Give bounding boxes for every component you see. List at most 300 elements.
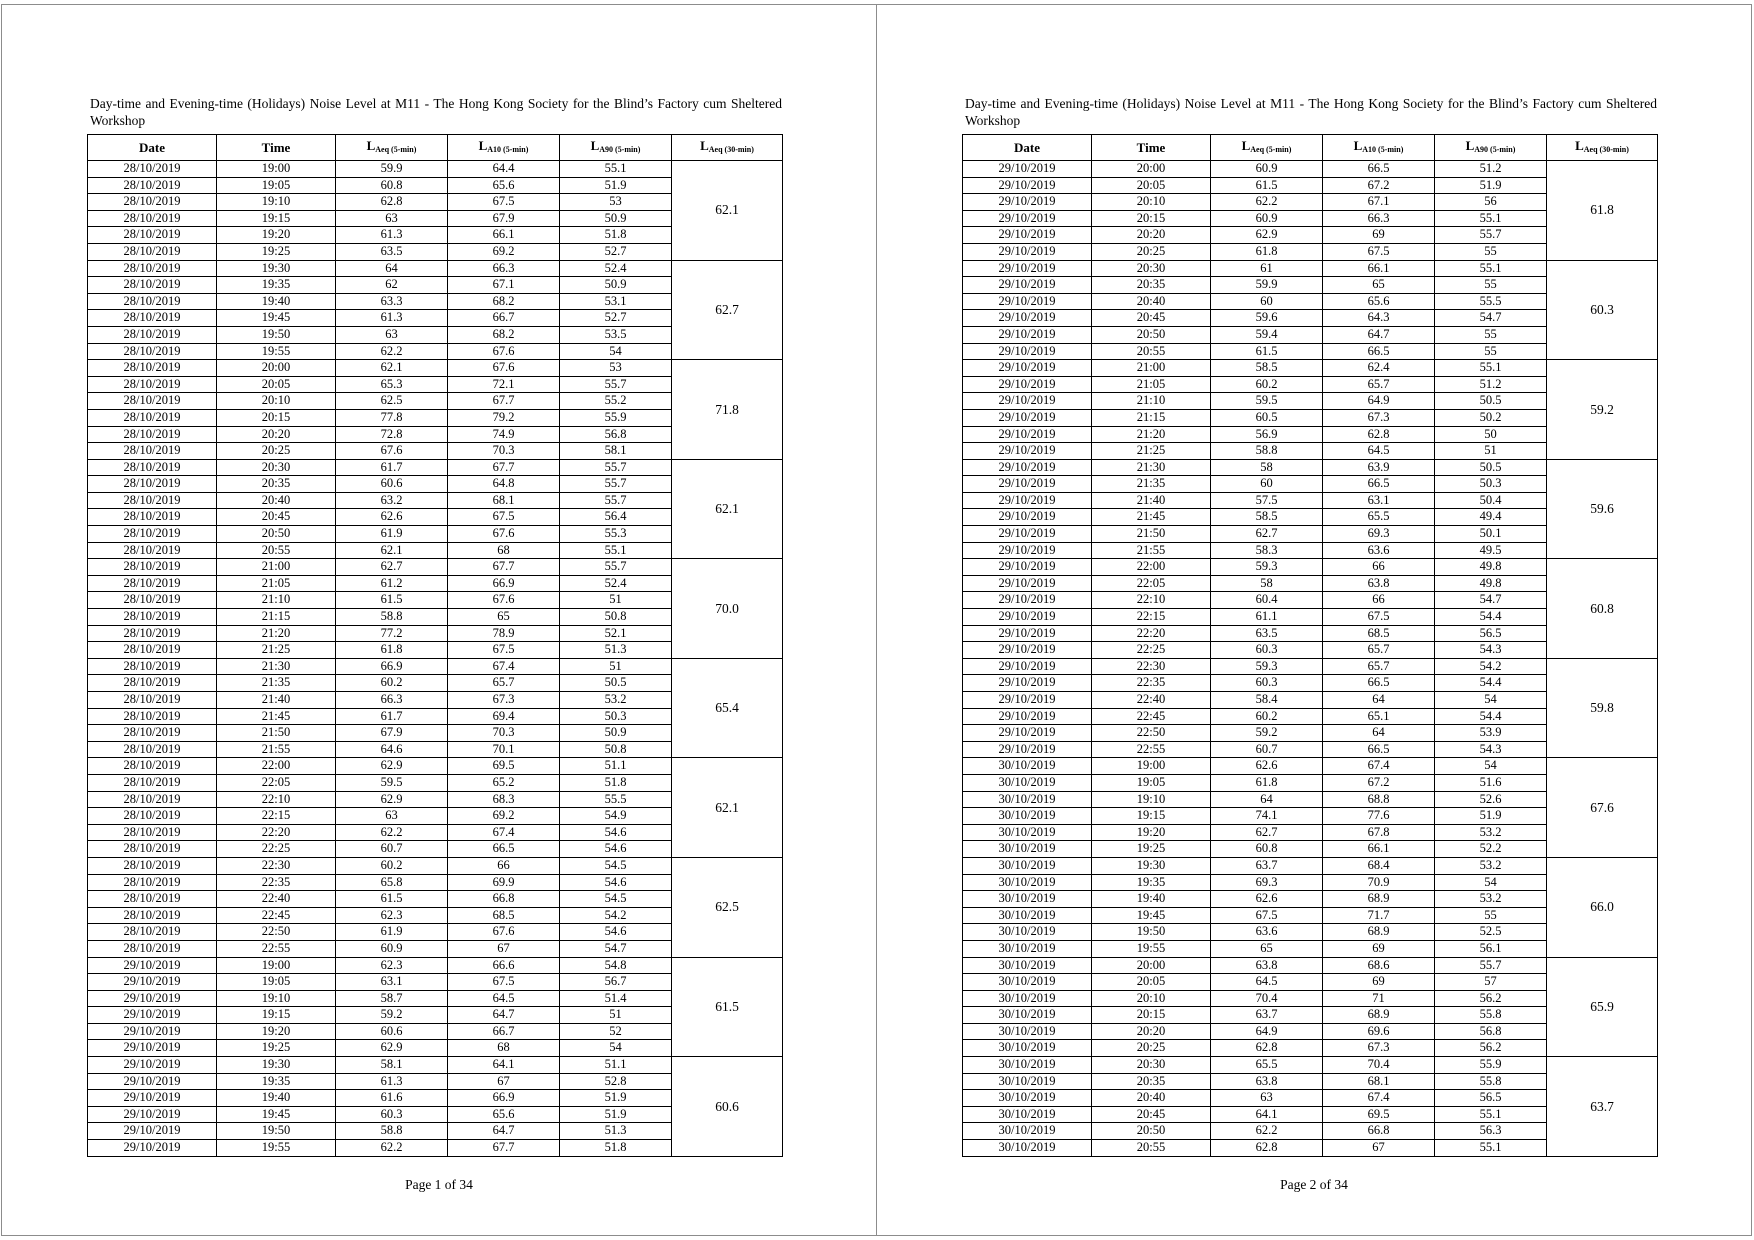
cell-time: 20:25 (1092, 1040, 1211, 1057)
cell-laeq-30min: 60.3 (1547, 260, 1658, 360)
cell-laeq-5min: 61.8 (1211, 243, 1323, 260)
cell-la10-5min: 69.4 (448, 708, 560, 725)
cell-date: 28/10/2019 (88, 426, 217, 443)
cell-la90-5min: 50.5 (1435, 459, 1547, 476)
cell-la90-5min: 55.9 (1435, 1057, 1547, 1074)
cell-time: 20:00 (217, 360, 336, 377)
cell-time: 22:15 (217, 808, 336, 825)
cell-time: 20:30 (1092, 260, 1211, 277)
cell-la90-5min: 50.9 (560, 210, 672, 227)
cell-la10-5min: 67.8 (1323, 824, 1435, 841)
cell-laeq-5min: 61.1 (1211, 609, 1323, 626)
cell-time: 19:45 (217, 1106, 336, 1123)
cell-laeq-5min: 59.9 (336, 161, 448, 178)
cell-laeq-5min: 62.1 (336, 360, 448, 377)
page-number: Page 1 of 34 (405, 1177, 473, 1192)
cell-la10-5min: 67.2 (1323, 177, 1435, 194)
cell-la10-5min: 67.1 (448, 277, 560, 294)
cell-date: 28/10/2019 (88, 658, 217, 675)
cell-la90-5min: 51.3 (560, 642, 672, 659)
cell-date: 29/10/2019 (963, 741, 1092, 758)
cell-date: 28/10/2019 (88, 492, 217, 509)
cell-la90-5min: 51.9 (1435, 177, 1547, 194)
cell-laeq-5min: 60.3 (1211, 675, 1323, 692)
cell-date: 28/10/2019 (88, 210, 217, 227)
cell-la10-5min: 62.8 (1323, 426, 1435, 443)
cell-la90-5min: 55 (1435, 277, 1547, 294)
cell-date: 29/10/2019 (88, 1007, 217, 1024)
cell-time: 20:50 (1092, 326, 1211, 343)
cell-la10-5min: 69.5 (448, 758, 560, 775)
cell-date: 28/10/2019 (88, 476, 217, 493)
cell-laeq-5min: 66.3 (336, 692, 448, 709)
cell-la10-5min: 72.1 (448, 376, 560, 393)
cell-la90-5min: 51.9 (560, 177, 672, 194)
cell-la90-5min: 55.7 (1435, 957, 1547, 974)
cell-time: 21:00 (217, 559, 336, 576)
cell-la10-5min: 68.5 (1323, 625, 1435, 642)
cell-date: 29/10/2019 (963, 526, 1092, 543)
table-row (963, 857, 1658, 874)
cell-time: 20:05 (1092, 974, 1211, 991)
cell-laeq-5min: 61.6 (336, 1090, 448, 1107)
cell-date: 28/10/2019 (88, 194, 217, 211)
cell-laeq-5min: 58 (1211, 459, 1323, 476)
page-title: Day-time and Evening-time (Holidays) Noise Level at M11 - The Hong Kong Society for the Blind’s Factory cum Sheltered Workshop (965, 96, 1657, 128)
cell-time: 22:50 (217, 924, 336, 941)
cell-date: 28/10/2019 (88, 874, 217, 891)
cell-date: 29/10/2019 (963, 376, 1092, 393)
cell-time: 19:45 (217, 310, 336, 327)
cell-la10-5min: 65.7 (448, 675, 560, 692)
cell-la10-5min: 67 (448, 940, 560, 957)
cell-la10-5min: 66.7 (448, 310, 560, 327)
cell-la90-5min: 54 (560, 343, 672, 360)
cell-time: 22:25 (217, 841, 336, 858)
header-la90-5min: $L_{A90 (5-min)}$ (560, 135, 672, 161)
cell-date: 28/10/2019 (88, 857, 217, 874)
cell-date: 29/10/2019 (963, 227, 1092, 244)
cell-time: 20:40 (1092, 1090, 1211, 1107)
cell-time: 19:35 (217, 277, 336, 294)
cell-la90-5min: 52.6 (1435, 791, 1547, 808)
cell-date: 30/10/2019 (963, 974, 1092, 991)
cell-la90-5min: 52.5 (1435, 924, 1547, 941)
cell-laeq-5min: 63.6 (1211, 924, 1323, 941)
cell-la90-5min: 56.7 (560, 974, 672, 991)
cell-la10-5min: 67.7 (448, 459, 560, 476)
table-row (963, 260, 1658, 277)
cell-time: 20:45 (217, 509, 336, 526)
cell-laeq-5min: 61 (1211, 260, 1323, 277)
cell-date: 29/10/2019 (88, 1023, 217, 1040)
cell-date: 28/10/2019 (88, 526, 217, 543)
cell-time: 19:25 (217, 243, 336, 260)
cell-laeq-5min: 67.6 (336, 443, 448, 460)
cell-time: 19:25 (217, 1040, 336, 1057)
cell-la10-5min: 65.6 (448, 1106, 560, 1123)
cell-la10-5min: 66.5 (1323, 161, 1435, 178)
cell-laeq-5min: 64.1 (1211, 1106, 1323, 1123)
header-time: Time (1092, 135, 1211, 161)
cell-date: 30/10/2019 (963, 957, 1092, 974)
cell-la10-5min: 74.9 (448, 426, 560, 443)
cell-la90-5min: 54.8 (560, 957, 672, 974)
cell-la10-5min: 67.7 (448, 1140, 560, 1157)
cell-laeq-5min: 58.8 (336, 609, 448, 626)
cell-date: 29/10/2019 (963, 575, 1092, 592)
cell-time: 22:40 (217, 891, 336, 908)
cell-la10-5min: 64.8 (448, 476, 560, 493)
cell-time: 22:25 (1092, 642, 1211, 659)
cell-laeq-5min: 62.2 (336, 343, 448, 360)
cell-la90-5min: 54.2 (560, 907, 672, 924)
cell-time: 19:35 (1092, 874, 1211, 891)
cell-date: 28/10/2019 (88, 642, 217, 659)
cell-la10-5min: 67.6 (448, 592, 560, 609)
cell-time: 21:10 (217, 592, 336, 609)
cell-la10-5min: 69.6 (1323, 1023, 1435, 1040)
cell-la90-5min: 49.5 (1435, 542, 1547, 559)
cell-date: 29/10/2019 (963, 177, 1092, 194)
cell-la90-5min: 53.2 (1435, 824, 1547, 841)
cell-la10-5min: 78.9 (448, 625, 560, 642)
table-body (88, 161, 783, 1157)
cell-laeq-5min: 58.3 (1211, 542, 1323, 559)
cell-la10-5min: 69.9 (448, 874, 560, 891)
cell-laeq-5min: 60.8 (336, 177, 448, 194)
cell-date: 29/10/2019 (963, 592, 1092, 609)
cell-la10-5min: 65 (448, 609, 560, 626)
cell-la90-5min: 53.2 (1435, 857, 1547, 874)
cell-time: 22:10 (217, 791, 336, 808)
table-row (88, 957, 783, 974)
cell-date: 29/10/2019 (963, 260, 1092, 277)
cell-time: 20:30 (1092, 1057, 1211, 1074)
cell-la90-5min: 49.8 (1435, 575, 1547, 592)
cell-la10-5min: 70.1 (448, 741, 560, 758)
page-title: Day-time and Evening-time (Holidays) Noise Level at M11 - The Hong Kong Society for the Blind’s Factory cum Sheltered Workshop (90, 96, 782, 128)
cell-la90-5min: 51.9 (1435, 808, 1547, 825)
table-row (88, 658, 783, 675)
cell-laeq-5min: 62.5 (336, 393, 448, 410)
cell-date: 29/10/2019 (88, 1140, 217, 1157)
cell-date: 28/10/2019 (88, 891, 217, 908)
cell-la10-5min: 65.1 (1323, 708, 1435, 725)
cell-la90-5min: 54.9 (560, 808, 672, 825)
cell-la10-5min: 66.5 (1323, 675, 1435, 692)
cell-la90-5min: 51 (1435, 443, 1547, 460)
cell-la10-5min: 65.7 (1323, 658, 1435, 675)
cell-la90-5min: 56.3 (1435, 1123, 1547, 1140)
cell-time: 19:35 (217, 1073, 336, 1090)
cell-date: 29/10/2019 (963, 625, 1092, 642)
cell-la90-5min: 50.9 (560, 277, 672, 294)
cell-date: 30/10/2019 (963, 857, 1092, 874)
cell-la10-5min: 64.3 (1323, 310, 1435, 327)
cell-time: 19:20 (217, 1023, 336, 1040)
cell-date: 29/10/2019 (963, 492, 1092, 509)
cell-la90-5min: 55.7 (560, 376, 672, 393)
cell-time: 19:50 (217, 1123, 336, 1140)
cell-la90-5min: 51.2 (1435, 161, 1547, 178)
cell-la10-5min: 67.9 (448, 210, 560, 227)
cell-laeq-5min: 60.9 (1211, 161, 1323, 178)
cell-la10-5min: 67.7 (448, 559, 560, 576)
cell-la90-5min: 54.7 (1435, 592, 1547, 609)
cell-la10-5min: 68.2 (448, 293, 560, 310)
cell-la90-5min: 54.6 (560, 841, 672, 858)
cell-la90-5min: 56.4 (560, 509, 672, 526)
cell-time: 19:25 (1092, 841, 1211, 858)
cell-time: 21:40 (217, 692, 336, 709)
header-la10-5min: $L_{A10 (5-min)}$ (1323, 135, 1435, 161)
cell-la90-5min: 52.1 (560, 625, 672, 642)
header-la90-5min: $L_{A90 (5-min)}$ (1435, 135, 1547, 161)
cell-laeq-5min: 63 (336, 808, 448, 825)
table-row (88, 559, 783, 576)
cell-la10-5min: 69.3 (1323, 526, 1435, 543)
cell-la90-5min: 53.2 (560, 692, 672, 709)
cell-laeq-5min: 61.5 (336, 592, 448, 609)
cell-la10-5min: 68.9 (1323, 891, 1435, 908)
cell-la90-5min: 49.4 (1435, 509, 1547, 526)
cell-la90-5min: 50 (1435, 426, 1547, 443)
cell-time: 19:00 (217, 161, 336, 178)
cell-time: 21:50 (217, 725, 336, 742)
cell-la10-5min: 77.6 (1323, 808, 1435, 825)
cell-time: 19:30 (217, 1057, 336, 1074)
cell-la90-5min: 55.5 (1435, 293, 1547, 310)
cell-la10-5min: 68.1 (1323, 1073, 1435, 1090)
cell-laeq-5min: 65 (1211, 940, 1323, 957)
cell-la10-5min: 66.1 (448, 227, 560, 244)
cell-la90-5min: 51.6 (1435, 774, 1547, 791)
noise-level-table (87, 134, 783, 1157)
cell-date: 28/10/2019 (88, 625, 217, 642)
header-laeq-30min: $L_{Aeq (30-min)}$ (672, 135, 783, 161)
cell-la10-5min: 66 (1323, 559, 1435, 576)
cell-la10-5min: 71.7 (1323, 907, 1435, 924)
cell-time: 22:30 (217, 857, 336, 874)
cell-date: 29/10/2019 (88, 957, 217, 974)
cell-laeq-5min: 61.9 (336, 924, 448, 941)
cell-date: 30/10/2019 (963, 1106, 1092, 1123)
cell-la10-5min: 67.6 (448, 924, 560, 941)
cell-time: 21:30 (1092, 459, 1211, 476)
cell-la10-5min: 66.5 (1323, 741, 1435, 758)
cell-date: 28/10/2019 (88, 326, 217, 343)
cell-la10-5min: 67.3 (1323, 1040, 1435, 1057)
cell-laeq-5min: 64.5 (1211, 974, 1323, 991)
cell-la10-5min: 65 (1323, 277, 1435, 294)
cell-laeq-30min: 62.5 (672, 857, 783, 957)
cell-la10-5min: 68.8 (1323, 791, 1435, 808)
cell-la90-5min: 56.5 (1435, 625, 1547, 642)
cell-la90-5min: 52.4 (560, 260, 672, 277)
cell-time: 22:35 (217, 874, 336, 891)
cell-la90-5min: 50.5 (1435, 393, 1547, 410)
cell-time: 20:30 (217, 459, 336, 476)
cell-laeq-30min: 66.0 (1547, 857, 1658, 957)
cell-la10-5min: 64.7 (448, 1007, 560, 1024)
cell-time: 20:15 (1092, 1007, 1211, 1024)
cell-laeq-5min: 62.3 (336, 957, 448, 974)
cell-time: 21:05 (217, 575, 336, 592)
cell-date: 28/10/2019 (88, 277, 217, 294)
cell-la90-5min: 55.8 (1435, 1007, 1547, 1024)
cell-la10-5min: 64 (1323, 692, 1435, 709)
cell-laeq-30min: 70.0 (672, 559, 783, 659)
cell-la90-5min: 55.8 (1435, 1073, 1547, 1090)
cell-time: 22:50 (1092, 725, 1211, 742)
cell-la90-5min: 50.2 (1435, 409, 1547, 426)
cell-laeq-5min: 67.5 (1211, 907, 1323, 924)
cell-laeq-5min: 62.7 (336, 559, 448, 576)
cell-laeq-5min: 61.3 (336, 1073, 448, 1090)
cell-la10-5min: 65.6 (1323, 293, 1435, 310)
cell-laeq-5min: 62.9 (336, 791, 448, 808)
cell-la90-5min: 52.7 (560, 310, 672, 327)
cell-la90-5min: 55.7 (560, 459, 672, 476)
cell-time: 19:10 (217, 990, 336, 1007)
cell-laeq-5min: 58.8 (1211, 443, 1323, 460)
cell-laeq-5min: 59.5 (1211, 393, 1323, 410)
cell-la10-5min: 67.5 (1323, 243, 1435, 260)
cell-date: 28/10/2019 (88, 260, 217, 277)
cell-date: 29/10/2019 (963, 161, 1092, 178)
cell-laeq-5min: 60.8 (1211, 841, 1323, 858)
cell-time: 21:15 (1092, 409, 1211, 426)
cell-time: 19:30 (217, 260, 336, 277)
cell-la10-5min: 66.7 (448, 1023, 560, 1040)
cell-laeq-5min: 58 (1211, 575, 1323, 592)
cell-laeq-5min: 61.5 (1211, 177, 1323, 194)
cell-la10-5min: 64.7 (1323, 326, 1435, 343)
cell-la10-5min: 67.5 (448, 974, 560, 991)
cell-laeq-5min: 60.3 (1211, 642, 1323, 659)
cell-time: 21:15 (217, 609, 336, 626)
cell-date: 28/10/2019 (88, 376, 217, 393)
cell-la10-5min: 63.1 (1323, 492, 1435, 509)
cell-laeq-5min: 62.9 (336, 1040, 448, 1057)
cell-date: 28/10/2019 (88, 177, 217, 194)
cell-date: 29/10/2019 (963, 658, 1092, 675)
cell-la90-5min: 54.5 (560, 857, 672, 874)
cell-la10-5min: 65.7 (1323, 642, 1435, 659)
cell-la90-5min: 54.3 (1435, 642, 1547, 659)
cell-la90-5min: 55 (1435, 243, 1547, 260)
cell-date: 28/10/2019 (88, 360, 217, 377)
cell-time: 21:35 (1092, 476, 1211, 493)
cell-la10-5min: 64.9 (1323, 393, 1435, 410)
cell-date: 28/10/2019 (88, 609, 217, 626)
cell-laeq-5min: 64 (1211, 791, 1323, 808)
cell-la10-5min: 64.5 (1323, 443, 1435, 460)
cell-la90-5min: 55 (1435, 326, 1547, 343)
header-laeq-5min: $L_{Aeq (5-min)}$ (336, 135, 448, 161)
cell-la10-5min: 68.9 (1323, 1007, 1435, 1024)
cell-date: 29/10/2019 (88, 990, 217, 1007)
cell-laeq-5min: 62.6 (1211, 758, 1323, 775)
cell-la10-5min: 67.4 (448, 824, 560, 841)
cell-date: 30/10/2019 (963, 907, 1092, 924)
cell-date: 28/10/2019 (88, 393, 217, 410)
cell-laeq-5min: 64.6 (336, 741, 448, 758)
cell-la90-5min: 54.6 (560, 924, 672, 941)
cell-laeq-5min: 62.6 (1211, 891, 1323, 908)
cell-date: 28/10/2019 (88, 509, 217, 526)
document-page-1 (1, 4, 877, 1236)
cell-laeq-5min: 63.2 (336, 492, 448, 509)
cell-time: 21:50 (1092, 526, 1211, 543)
cell-la90-5min: 56.2 (1435, 1040, 1547, 1057)
cell-date: 30/10/2019 (963, 1007, 1092, 1024)
cell-la90-5min: 51.3 (560, 1123, 672, 1140)
cell-time: 22:00 (217, 758, 336, 775)
cell-la90-5min: 55.1 (1435, 1140, 1547, 1157)
cell-laeq-5min: 62.7 (1211, 824, 1323, 841)
cell-laeq-30min: 59.2 (1547, 360, 1658, 460)
cell-date: 28/10/2019 (88, 741, 217, 758)
cell-laeq-5min: 63.7 (1211, 857, 1323, 874)
cell-la90-5min: 53 (560, 360, 672, 377)
cell-laeq-5min: 77.2 (336, 625, 448, 642)
cell-la90-5min: 52.8 (560, 1073, 672, 1090)
cell-time: 20:20 (1092, 227, 1211, 244)
cell-la90-5min: 55.7 (1435, 227, 1547, 244)
cell-la10-5min: 66.1 (1323, 260, 1435, 277)
cell-la10-5min: 69 (1323, 227, 1435, 244)
header-date: Date (963, 135, 1092, 161)
cell-laeq-5min: 60.7 (1211, 741, 1323, 758)
cell-time: 20:50 (217, 526, 336, 543)
cell-la10-5min: 68.2 (448, 326, 560, 343)
cell-time: 21:20 (1092, 426, 1211, 443)
cell-date: 30/10/2019 (963, 1040, 1092, 1057)
cell-time: 22:55 (1092, 741, 1211, 758)
cell-la90-5min: 55.3 (560, 526, 672, 543)
cell-time: 21:25 (1092, 443, 1211, 460)
cell-la90-5min: 55.1 (1435, 360, 1547, 377)
cell-la90-5min: 51 (560, 1007, 672, 1024)
cell-la90-5min: 51.9 (560, 1090, 672, 1107)
page-number: Page 2 of 34 (1280, 1177, 1348, 1192)
cell-la10-5min: 65.7 (1323, 376, 1435, 393)
cell-laeq-5min: 63.5 (336, 243, 448, 260)
cell-time: 19:05 (217, 974, 336, 991)
cell-la90-5min: 50.3 (1435, 476, 1547, 493)
cell-la10-5min: 68.4 (1323, 857, 1435, 874)
cell-laeq-5min: 59.2 (1211, 725, 1323, 742)
cell-la90-5min: 53.1 (560, 293, 672, 310)
cell-laeq-5min: 62.7 (1211, 526, 1323, 543)
cell-laeq-30min: 61.5 (672, 957, 783, 1057)
cell-time: 21:45 (1092, 509, 1211, 526)
cell-date: 28/10/2019 (88, 774, 217, 791)
cell-laeq-5min: 60 (1211, 293, 1323, 310)
cell-laeq-5min: 74.1 (1211, 808, 1323, 825)
cell-date: 29/10/2019 (963, 343, 1092, 360)
table-row (88, 857, 783, 874)
cell-laeq-5min: 69.3 (1211, 874, 1323, 891)
cell-la90-5min: 51.8 (560, 1140, 672, 1157)
cell-time: 21:45 (217, 708, 336, 725)
cell-laeq-5min: 60.7 (336, 841, 448, 858)
cell-la10-5min: 67.3 (1323, 409, 1435, 426)
cell-laeq-5min: 62.2 (336, 1140, 448, 1157)
document-page-2 (876, 4, 1752, 1236)
